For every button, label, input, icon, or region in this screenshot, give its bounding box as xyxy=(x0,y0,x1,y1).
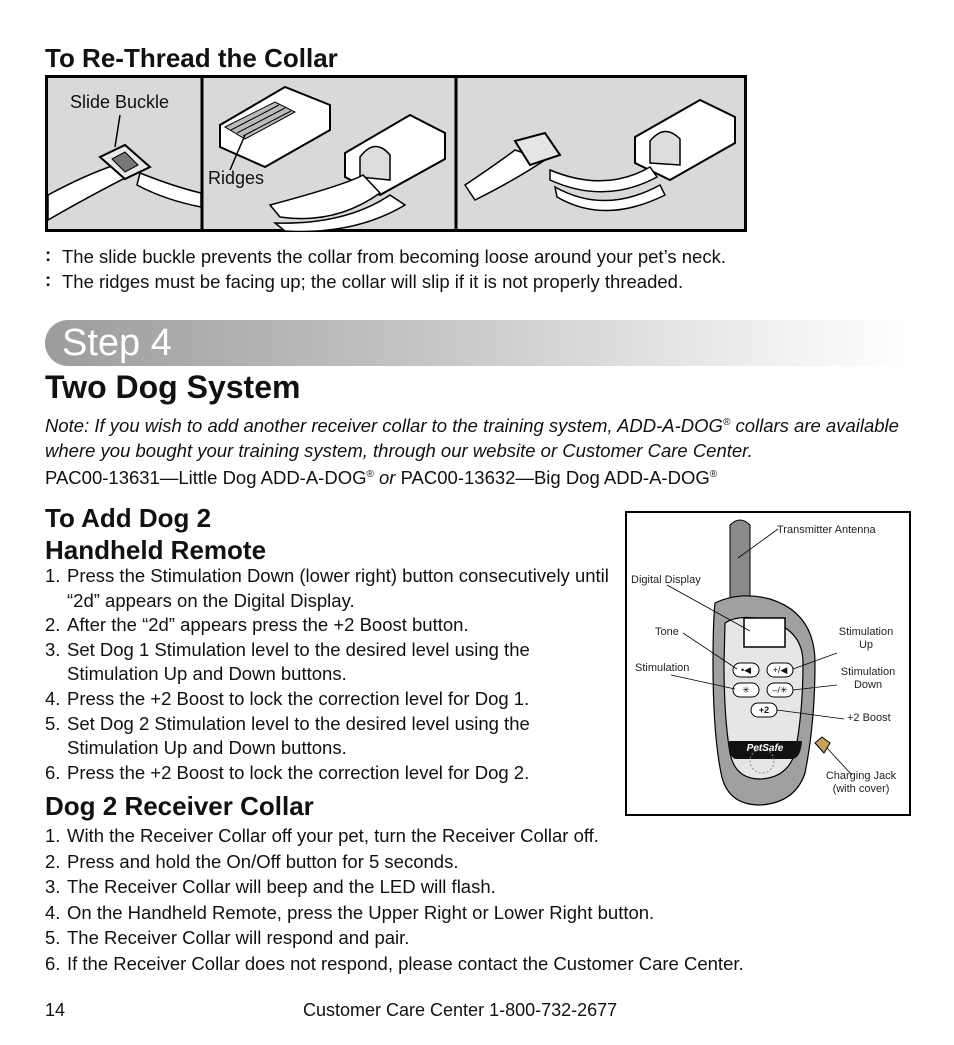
list-item: 2. After the “2d” appears press the +2 Boost button. xyxy=(45,614,469,636)
step-banner xyxy=(45,320,910,366)
ridges-label: Ridges xyxy=(208,168,265,188)
label-boost: +2 Boost xyxy=(847,712,891,724)
customer-care-footer: Customer Care Center 1-800-732-2677 xyxy=(303,1000,618,1020)
add-dog2-heading xyxy=(45,502,266,566)
list-item: 4. Press the +2 Boost to lock the correction level for Dog 1. xyxy=(45,687,530,709)
list-item: 6. If the Receiver Collar does not respond, please contact the Customer Care Center. xyxy=(45,952,744,974)
rethread-heading: To Re-Thread the Collar xyxy=(45,43,338,73)
registered-mark: ® xyxy=(709,469,718,480)
add-dog2-heading-line2: Handheld Remote xyxy=(45,535,267,565)
two-dog-heading: Two Dog System xyxy=(45,369,301,405)
label-charging-jack: Charging Jack (with cover) xyxy=(825,770,897,795)
list-item: 5. The Receiver Collar will respond and pair. xyxy=(45,927,410,948)
add-dog2-heading-line1: To Add Dog 2 xyxy=(45,503,212,533)
stimulation-up-button: +/◀ xyxy=(772,665,788,675)
registered-mark: ® xyxy=(366,469,374,480)
registered-mark: ® xyxy=(722,417,731,428)
list-item: 1. Press the Stimulation Down (lower right) button consecutively until “2d” appears on the Digital Display. xyxy=(45,565,609,611)
tone-button: •◀ xyxy=(740,665,752,675)
list-item: 3. Set Dog 1 Stimulation level to the desired level using the Stimulation Up and Down buttons. xyxy=(45,638,530,685)
rethread-bullets xyxy=(45,244,925,294)
remote-steps-list xyxy=(45,564,617,785)
part-little-dog: PAC00-13631—Little Dog ADD-A-DOG xyxy=(45,467,367,489)
label-stimulation-up: Stimulation Up xyxy=(838,626,894,651)
receiver-steps-list xyxy=(45,823,925,976)
list-item: 4. On the Handheld Remote, press the Upper Right or Lower Right button. xyxy=(45,901,655,923)
label-stimulation: Stimulation xyxy=(635,662,690,674)
bullet-item: : The slide buckle prevents the collar from becoming loose around your pet’s neck. xyxy=(45,244,925,269)
slide-buckle-label: Slide Buckle xyxy=(70,92,170,112)
part-big-dog: PAC00-13632—Big Dog ADD-A-DOG xyxy=(400,467,710,489)
remote-diagram xyxy=(625,511,911,816)
part-numbers xyxy=(45,463,915,491)
two-dog-note xyxy=(45,411,915,463)
label-stimulation-down: Stimulation Down xyxy=(840,666,896,691)
page-number: 14 xyxy=(45,1000,66,1020)
receiver-heading: Dog 2 Receiver Collar xyxy=(45,791,314,821)
list-item: 3. The Receiver Collar will beep and the LED will flash. xyxy=(45,876,496,897)
label-transmitter-antenna: Transmitter Antenna xyxy=(777,524,876,536)
stimulation-down-button: –/✳ xyxy=(772,685,788,695)
note-text-a: Note: If you wish to add another receiver collar to the training system, ADD-A-DOG xyxy=(45,415,723,437)
list-item: 6. Press the +2 Boost to lock the correction level for Dog 2. xyxy=(45,761,530,783)
list-item: 1. With the Receiver Collar off your pet, turn the Receiver Collar off. xyxy=(45,825,599,846)
collar-threading-figure xyxy=(45,75,747,232)
label-digital-display: Digital Display xyxy=(631,574,701,586)
stimulation-button: ✳ xyxy=(742,685,750,695)
step-label: Step 4 xyxy=(62,322,172,364)
list-item: 2. Press and hold the On/Off button for 5 seconds. xyxy=(45,850,459,872)
part-or: or xyxy=(379,467,396,489)
list-item: 5. Set Dog 2 Stimulation level to the desired level using the Stimulation Up and Down buttons. xyxy=(45,712,530,759)
petsafe-logo: PetSafe xyxy=(746,743,784,754)
boost-button: +2 xyxy=(758,705,770,715)
note-text-b: collars are available where you bought your training system, through our website or Customer Care Center. xyxy=(45,415,899,461)
bullet-item: : The ridges must be facing up; the collar will slip if it is not properly threaded. xyxy=(45,269,925,294)
label-tone: Tone xyxy=(655,626,679,638)
